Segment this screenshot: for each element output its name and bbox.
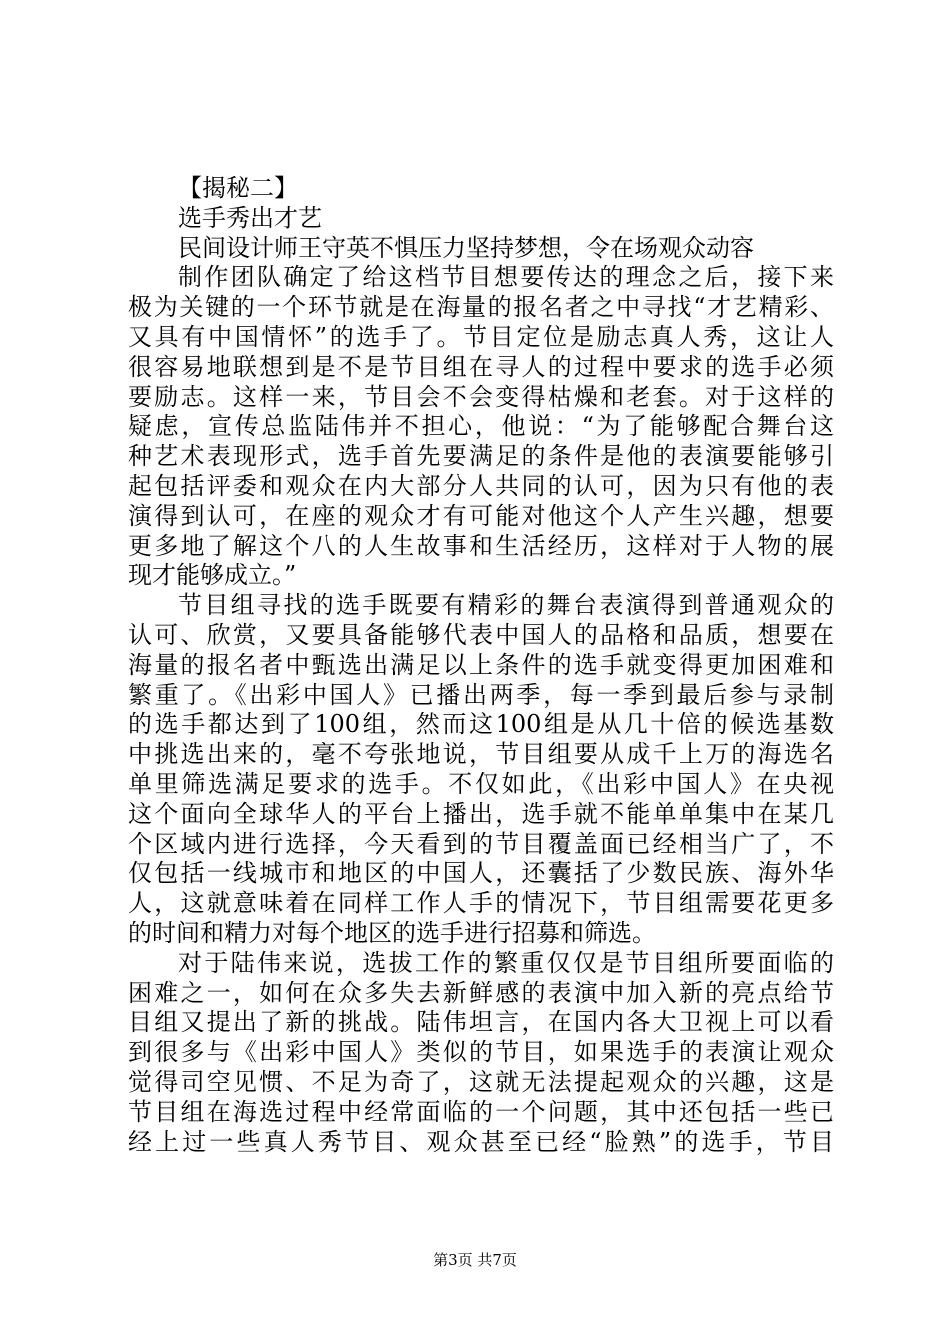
section-subheading: 选手秀出才艺 — [178, 203, 322, 232]
document-body — [128, 174, 834, 1157]
paragraph-line: 现才能够成立。” — [128, 561, 297, 590]
paragraph-line: 经上过一些真人秀节目、观众甚至已经“脸熟”的选手，节目 — [128, 1127, 834, 1156]
page-number-footer: 第3页 共7页 — [433, 1251, 517, 1269]
section-heading: 【揭秘二】 — [178, 174, 298, 202]
paragraph-line: 种艺术表现形式，选手首先要满足的条件是他的表演要能够引 — [128, 442, 834, 471]
paragraph-line: 的时间和精力对每个地区的选手进行招募和筛选。 — [128, 918, 656, 947]
paragraph-line: 节目组寻找的选手既要有精彩的舞台表演得到普通观众的 — [178, 591, 834, 620]
paragraph-line: 人，这就意味着在同样工作人手的情况下，节目组需要花更多 — [128, 889, 834, 918]
paragraph-line: 更多地了解这个八的人生故事和生活经历，这样对于人物的展 — [128, 531, 834, 560]
paragraph-line: 觉得司空见惯、不足为奇了，这就无法提起观众的兴趣，这是 — [128, 1067, 834, 1096]
paragraph-line: 起包括评委和观众在内大部分人共同的认可，因为只有他的表 — [128, 471, 834, 500]
paragraph-line: 这个面向全球华人的平台上播出，选手就不能单单集中在某几 — [128, 799, 834, 828]
paragraph-1 — [128, 263, 834, 591]
paragraph-line: 繁重了。《出彩中国人》已播出两季，每一季到最后参与录制 — [128, 680, 834, 709]
paragraph-line: 的选手都达到了100组，然而这100组是从几十倍的候选基数 — [128, 710, 834, 739]
paragraph-line: 个区域内进行选择，今天看到的节目覆盖面已经相当广了，不 — [128, 829, 834, 858]
paragraph-line: 节目组在海选过程中经常面临的一个问题，其中还包括一些已 — [128, 1097, 834, 1126]
paragraph-line: 要励志。这样一来，节目会不会变得枯燥和老套。对于这样的 — [128, 382, 834, 411]
paragraph-line: 认可、欣赏，又要具备能够代表中国人的品格和品质，想要在 — [128, 620, 834, 649]
paragraph-line: 对于陆伟来说，选拔工作的繁重仅仅是节目组所要面临的 — [178, 948, 834, 977]
paragraph-line: 到很多与《出彩中国人》类似的节目，如果选手的表演让观众 — [128, 1038, 834, 1067]
paragraph-line: 海量的报名者中甄选出满足以上条件的选手就变得更加困难和 — [128, 650, 834, 679]
paragraph-2 — [128, 591, 834, 949]
paragraph-line: 困难之一，如何在众多失去新鲜感的表演中加入新的亮点给节 — [128, 978, 834, 1007]
paragraph-line: 制作团队确定了给这档节目想要传达的理念之后，接下来 — [178, 263, 834, 292]
paragraph-line: 单里筛选满足要求的选手。不仅如此，《出彩中国人》在央视 — [128, 769, 834, 798]
paragraph-line: 又具有中国情怀”的选手了。节目定位是励志真人秀，这让人 — [128, 322, 834, 351]
paragraph-line: 中挑选出来的，毫不夸张地说，节目组要从成千上万的海选名 — [128, 740, 834, 769]
paragraph-line: 目组又提出了新的挑战。陆伟坦言，在国内各大卫视上可以看 — [128, 1008, 834, 1037]
photo-caption: 民间设计师王守英不惧压力坚持梦想，令在场观众动容 — [178, 233, 754, 262]
paragraph-line: 很容易地联想到是不是节目组在寻人的过程中要求的选手必须 — [128, 352, 834, 381]
paragraph-line: 仅包括一线城市和地区的中国人，还囊括了少数民族、海外华 — [128, 859, 834, 888]
paragraph-3 — [128, 949, 834, 1158]
paragraph-line: 极为关键的一个环节就是在海量的报名者之中寻找“才艺精彩、 — [128, 293, 834, 322]
paragraph-line: 演得到认可，在座的观众才有可能对他这个人产生兴趣，想要 — [128, 501, 834, 530]
paragraph-line: 疑虑，宣传总监陆伟并不担心，他说：“为了能够配合舞台这 — [128, 412, 834, 441]
